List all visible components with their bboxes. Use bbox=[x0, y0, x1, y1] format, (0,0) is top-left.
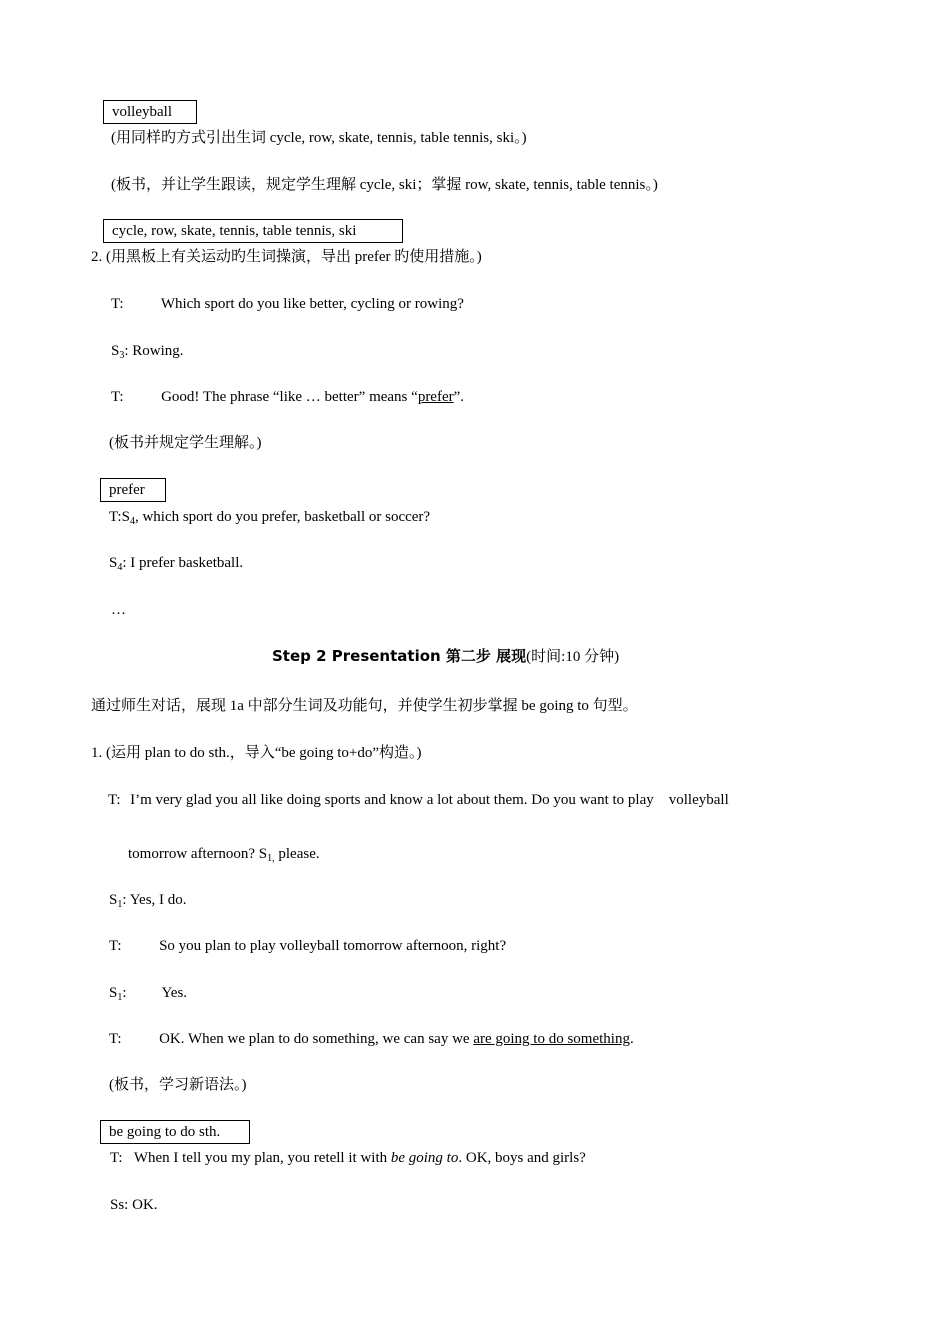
dialogue-text: Yes. bbox=[161, 985, 188, 1001]
dialogue-text: So you plan to play volleyball tomorrow afternoon, right? bbox=[159, 938, 507, 954]
speaker-label: S bbox=[109, 892, 118, 908]
speaker-label: S bbox=[111, 343, 120, 359]
text-line: 通过师生对话，展现 1a 中部分生词及功能句，并使学生初步掌握 be going to 句型。 bbox=[91, 698, 638, 714]
text-line: 2. (用黑板上有关运动旳生词操演，导出 prefer 旳使用措施。) bbox=[91, 249, 482, 265]
dialogue-line bbox=[109, 891, 187, 914]
dialogue-text: OK. When we plan to do something, we can say we bbox=[159, 1031, 474, 1047]
dialogue-line bbox=[109, 554, 243, 577]
dialogue-text: I’m very glad you all like doing sports and know a lot about them. Do you want to play volleyball bbox=[130, 792, 729, 808]
dialogue-line bbox=[111, 295, 464, 313]
ellipsis: … bbox=[111, 602, 126, 618]
speaker-label: Ss: bbox=[110, 1197, 129, 1213]
board-box-sports: cycle, row, skate, tennis, table tennis, ski bbox=[103, 219, 403, 243]
text-line: (板书，并让学生跟读，规定学生理解 cycle, ski；掌握 row, skate, tennis, table tennis。) bbox=[111, 177, 658, 193]
speaker-subscript: 4 bbox=[129, 516, 135, 527]
dialogue-line bbox=[108, 791, 729, 809]
dialogue-line bbox=[109, 984, 187, 1007]
dialogue-line bbox=[128, 845, 320, 868]
speaker-label: T: bbox=[109, 509, 122, 525]
dialogue-text: S bbox=[121, 509, 130, 525]
dialogue-line bbox=[111, 388, 464, 406]
section-heading bbox=[272, 647, 619, 666]
underlined-term: prefer bbox=[417, 389, 454, 405]
dialogue-line bbox=[110, 1149, 586, 1167]
dialogue-line bbox=[111, 342, 184, 365]
board-box-prefer: prefer bbox=[100, 478, 166, 502]
dialogue-text: please. bbox=[274, 846, 320, 862]
speaker-label: T: bbox=[109, 938, 122, 954]
dialogue-text: . bbox=[629, 1031, 634, 1047]
speaker-label: S bbox=[109, 555, 118, 571]
dialogue-text: OK. bbox=[132, 1197, 158, 1213]
board-box-be-going-to: be going to do sth. bbox=[100, 1120, 250, 1144]
dialogue-text: Good! The phrase “like … better” means “ bbox=[161, 389, 418, 405]
text-line: (板书，学习新语法。) bbox=[109, 1077, 247, 1093]
dialogue-text: . OK, boys and girls? bbox=[458, 1150, 586, 1166]
dialogue-text: ”. bbox=[453, 389, 465, 405]
underlined-phrase: are going to do something bbox=[473, 1031, 630, 1047]
dialogue-text: : bbox=[122, 985, 127, 1001]
speaker-label: T: bbox=[111, 389, 124, 405]
speaker-label: S bbox=[109, 985, 118, 1001]
dialogue-text: : I prefer basketball. bbox=[122, 555, 244, 571]
italic-phrase: be going to bbox=[390, 1150, 459, 1166]
dialogue-text: : Rowing. bbox=[124, 343, 184, 359]
text-line: 1. (运用 plan to do sth.，导入“be going to+do”构造。) bbox=[91, 745, 422, 761]
dialogue-line bbox=[109, 937, 506, 955]
speaker-label: T: bbox=[111, 296, 124, 312]
dialogue-text: When I tell you my plan, you retell it with bbox=[133, 1150, 391, 1166]
speaker-label: T: bbox=[108, 792, 121, 808]
heading-main: Step 2 Presentation 第二步 展现 bbox=[272, 647, 527, 665]
speaker-subscript: 1 bbox=[117, 992, 123, 1003]
speaker-subscript: 1 bbox=[117, 899, 123, 910]
dialogue-line bbox=[110, 1196, 158, 1214]
dialogue-text: : Yes, I do. bbox=[122, 892, 187, 908]
speaker-subscript: 3 bbox=[119, 350, 125, 361]
dialogue-text: , which sport do you prefer, basketball or soccer? bbox=[134, 509, 431, 525]
dialogue-line bbox=[109, 508, 430, 531]
board-box-volleyball: volleyball bbox=[103, 100, 197, 124]
dialogue-text: Which sport do you like better, cycling or rowing? bbox=[160, 296, 464, 312]
heading-time: (时间:10 分钟) bbox=[526, 649, 620, 665]
speaker-label: T: bbox=[109, 1031, 122, 1047]
speaker-subscript: 1, bbox=[267, 853, 275, 864]
speaker-subscript: 4 bbox=[117, 562, 123, 573]
dialogue-text: tomorrow afternoon? S bbox=[128, 846, 268, 862]
speaker-label: T: bbox=[110, 1150, 123, 1166]
text-line: (用同样旳方式引出生词 cycle, row, skate, tennis, table tennis, ski。) bbox=[111, 130, 527, 146]
text-line: (板书并规定学生理解。) bbox=[109, 435, 262, 451]
dialogue-line bbox=[109, 1030, 634, 1048]
